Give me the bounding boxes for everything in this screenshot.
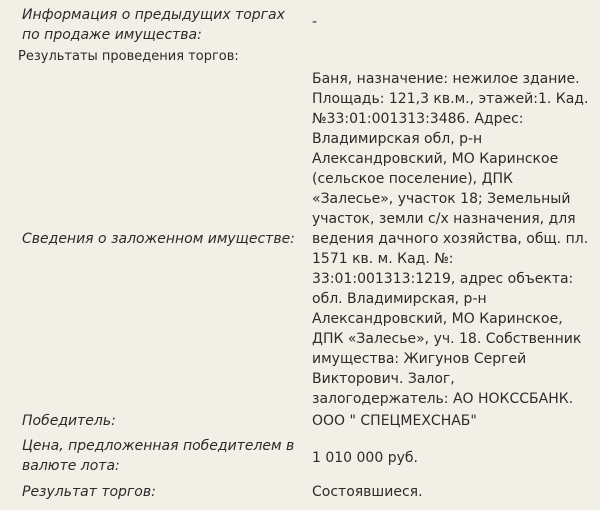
auction-result-value: Состоявшиеся. [312,484,423,500]
results-section-title: Результаты проведения торгов: [18,49,239,64]
prev-auction-value: - [312,14,318,30]
auction-result-label: Результат торгов: [22,484,156,500]
pledged-property-value: Баня, назначение: нежилое здание. Площадь: 121,3 кв.м., этажей:1. Кад. №33:01:001313:3486. Адрес: Владимирская обл, р-н Александровский, МО Каринское (сельское поселение), ДПК «Залесье», участок 18; Земельный участок, земли с/х назначения, для ведения дачного хозяйства, общ. пл. 1571 кв. м. Кад. №: 33:01:001313:1219, адрес объекта: обл. Владимирская, р-н Александровский, МО Каринское, ДПК «Залесье», уч. 18. Собственник имущества: Жигунов Сергей Викторович. Залог, залогодержатель: АО НОКССБАНК. [312,71,589,407]
pledged-property-label: Сведения о заложенном имуществе: [22,231,295,247]
price-label: Цена, предложенная победителем в валюте лота: [22,438,295,474]
winner-value: ООО " СПЕЦМЕХСНАБ" [312,413,477,429]
prev-auction-label: Информация о предыдущих торгах по продаже имущества: [22,7,285,43]
price-value: 1 010 000 руб. [312,450,418,466]
winner-label: Победитель: [22,413,116,429]
